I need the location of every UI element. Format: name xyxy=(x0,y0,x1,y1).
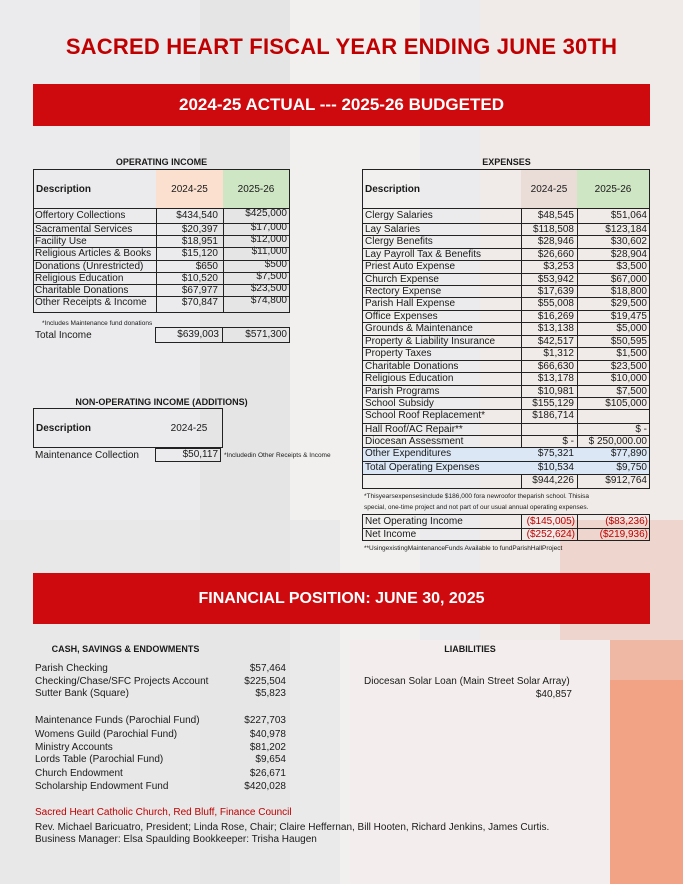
income-row-line xyxy=(33,260,290,261)
cash-row-value: $81,202 xyxy=(249,742,286,753)
expense-row-line xyxy=(362,397,650,398)
income-row-budget: $23,500 xyxy=(250,283,287,294)
expense-row-line xyxy=(362,423,650,424)
expense-row-line xyxy=(362,235,650,236)
income-row-actual: $70,847 xyxy=(181,297,218,308)
expense-row-line xyxy=(362,273,650,274)
total-income-box xyxy=(155,327,290,343)
expense-row-label: Clergy Benefits xyxy=(365,236,433,247)
expense-row-actual: $944,226 xyxy=(532,475,574,486)
expense-row-actual: $53,942 xyxy=(537,274,574,285)
financial-position-banner: FINANCIAL POSITION: JUNE 30, 2025 xyxy=(33,573,650,624)
expense-row-label: Parish Programs xyxy=(365,386,440,397)
expense-row-budget: $ 250,000.00 xyxy=(588,436,647,447)
expense-row-line xyxy=(362,461,650,462)
expense-row-budget: $123,184 xyxy=(605,224,647,235)
non-op-col-description: Description xyxy=(36,422,92,434)
expense-row-label: Office Expenses xyxy=(365,311,438,322)
income-row-budget: $12,000 xyxy=(250,234,287,245)
expense-row-label: Lay Payroll Tax & Benefits xyxy=(365,249,481,260)
solar-loan-value: $40,857 xyxy=(535,689,572,700)
expense-row-actual: $55,008 xyxy=(537,298,574,309)
cash-row-value: $26,671 xyxy=(249,768,286,779)
expense-row-budget: $28,904 xyxy=(610,249,647,260)
col-2024-25: 2024-25 xyxy=(156,170,223,208)
expense-row-line xyxy=(362,435,650,436)
expense-row-actual: $1,312 xyxy=(543,348,574,359)
expense-row-label: School Roof Replacement* xyxy=(365,410,486,421)
expense-row-budget: $7,500 xyxy=(616,386,647,397)
operating-income-header xyxy=(33,169,290,209)
maintenance-collection-label: Maintenance Collection xyxy=(35,450,139,461)
expense-row-budget: $912,764 xyxy=(605,475,647,486)
expense-row-budget: $29,500 xyxy=(610,298,647,309)
total-income-label: Total Income xyxy=(35,330,92,341)
non-operating-header xyxy=(33,408,223,448)
expense-row-budget: $5,000 xyxy=(616,323,647,334)
expense-row-label: Priest Auto Expense xyxy=(365,261,456,272)
income-row-line xyxy=(33,296,290,297)
expense-row-label: Charitable Donations xyxy=(365,361,459,372)
cash-row-value: $227,703 xyxy=(244,715,286,726)
expense-row-budget: $3,500 xyxy=(616,261,647,272)
expense-row-budget: $50,595 xyxy=(610,336,647,347)
expense-row-line xyxy=(362,474,650,475)
expense-note-3: **UsingexistingMaintenanceFunds Available to fundParishHallProject xyxy=(364,545,563,552)
income-row-line xyxy=(33,247,290,248)
net-operating-budget: ($83,236) xyxy=(605,516,648,527)
income-row-label: Facility Use xyxy=(35,236,87,247)
net-income-actual: ($252,624) xyxy=(526,529,575,540)
expense-row-label: School Subsidy xyxy=(365,398,434,409)
expense-row-actual: $28,946 xyxy=(537,236,574,247)
expense-row-label: Other Expenditures xyxy=(365,448,452,459)
expense-row-line xyxy=(362,260,650,261)
non-operating-heading: NON-OPERATING INCOME (ADDITIONS) xyxy=(75,397,248,407)
expense-row-actual: $13,178 xyxy=(537,373,574,384)
income-row-actual: $15,120 xyxy=(181,248,218,259)
cash-row-value: $225,504 xyxy=(244,676,286,687)
expense-row-label: Grounds & Maintenance xyxy=(365,323,473,334)
expense-row-actual: $66,630 xyxy=(537,361,574,372)
expense-row-line xyxy=(362,447,650,448)
expense-row-budget: $1,500 xyxy=(616,348,647,359)
expense-row-line xyxy=(362,409,650,410)
expense-row-budget: $19,475 xyxy=(610,311,647,322)
expense-row-label: Diocesan Assessment xyxy=(365,436,464,447)
cash-row-value: $40,978 xyxy=(249,729,286,740)
cash-heading: CASH, SAVINGS & ENDOWMENTS xyxy=(51,644,200,654)
maintenance-collection-note: *Includedin Other Receipts & Income xyxy=(224,452,331,459)
income-row-line xyxy=(33,284,290,285)
income-row-label: Charitable Donations xyxy=(35,285,129,296)
income-row-budget: $500 xyxy=(264,259,287,270)
income-row-actual: $20,397 xyxy=(181,224,218,235)
net-income-label: Net Income xyxy=(365,529,417,540)
staff-line: Business Manager: Elsa Spaulding Bookkeeper: Trisha Haugen xyxy=(35,834,317,845)
income-row-budget: $74,800 xyxy=(250,295,287,306)
expense-row-label: Property & Liability Insurance xyxy=(365,336,496,347)
income-row-budget: $7,500 xyxy=(256,271,287,282)
expense-row-line xyxy=(362,285,650,286)
expense-row-line xyxy=(362,248,650,249)
expense-row-line xyxy=(362,297,650,298)
expense-row-actual: $186,714 xyxy=(532,410,574,421)
expense-note-1: *Thisyearsexpensesinclude $186,000 fora newroofor theparish school. Thisisa xyxy=(364,493,589,500)
cash-row-label: Sutter Bank (Square) xyxy=(35,688,129,699)
expense-row-label: Parish Hall Expense xyxy=(365,298,456,309)
exp-col-description: Description xyxy=(365,183,421,195)
expense-row-label: Lay Salaries xyxy=(365,224,421,235)
cash-row-value: $420,028 xyxy=(244,781,286,792)
cash-row-value: $5,823 xyxy=(255,688,286,699)
maintenance-collection-value: $50,117 xyxy=(155,448,221,462)
expense-row-actual: $16,269 xyxy=(537,311,574,322)
page-title: SACRED HEART FISCAL YEAR ENDING JUNE 30TH xyxy=(65,34,618,59)
expense-row-label: Clergy Salaries xyxy=(365,210,433,221)
income-row-label: Religious Education xyxy=(35,273,124,284)
col-description: Description xyxy=(36,183,92,195)
solar-loan-label: Diocesan Solar Loan (Main Street Solar Array) xyxy=(364,676,570,687)
operating-income-heading: OPERATING INCOME xyxy=(115,157,208,167)
expense-row-line xyxy=(362,322,650,323)
income-row-budget: $11,000 xyxy=(251,246,287,257)
net-income-budget: ($219,936) xyxy=(599,529,648,540)
net-operating-actual: ($145,005) xyxy=(526,516,575,527)
cash-row-label: Lords Table (Parochial Fund) xyxy=(35,754,164,765)
expense-row-line xyxy=(362,385,650,386)
cash-row-label: Ministry Accounts xyxy=(35,742,113,753)
expense-row-actual: $42,517 xyxy=(537,336,574,347)
income-row-actual: $650 xyxy=(195,261,218,272)
income-row-actual: $18,951 xyxy=(181,236,218,247)
liabilities-heading: LIABILITIES xyxy=(444,644,496,654)
income-row-line xyxy=(33,235,290,236)
net-table xyxy=(362,514,650,541)
net-operating-label: Net Operating Income xyxy=(365,516,463,527)
income-row-line xyxy=(33,223,290,224)
expenses-header xyxy=(362,169,650,209)
total-income-actual: $639,003 xyxy=(177,329,219,340)
income-row-label: Donations (Unrestricted) xyxy=(35,261,144,272)
expense-row-line xyxy=(362,347,650,348)
exp-col-2025-26: 2025-26 xyxy=(577,170,649,208)
expense-row-actual: $13,138 xyxy=(537,323,574,334)
expense-row-label: Church Expense xyxy=(365,274,439,285)
income-row-actual: $434,540 xyxy=(176,210,218,221)
expense-row-actual: $10,981 xyxy=(537,386,574,397)
cash-row-label: Parish Checking xyxy=(35,663,108,674)
income-row-budget: $17,000 xyxy=(250,222,287,233)
expense-row-budget: $77,890 xyxy=(610,448,647,459)
expense-row-actual: $75,321 xyxy=(537,448,574,459)
income-row-label: Sacramental Services xyxy=(35,224,133,235)
period-banner: 2024-25 ACTUAL --- 2025-26 BUDGETED xyxy=(33,84,650,126)
expense-note-2: special, one-time project and not part of our usual annual operating expenses. xyxy=(364,504,589,511)
expense-row-budget: $30,602 xyxy=(610,236,647,247)
expense-row-budget: $51,064 xyxy=(610,210,647,221)
col-2025-26: 2025-26 xyxy=(223,170,289,208)
income-row-label: Other Receipts & Income xyxy=(35,297,147,308)
income-row-line xyxy=(33,272,290,273)
expense-row-line xyxy=(362,223,650,224)
income-row-label: Offertory Collections xyxy=(35,210,126,221)
cash-row-label: Womens Guild (Parochial Fund) xyxy=(35,729,178,740)
income-row-actual: $67,977 xyxy=(181,285,218,296)
expense-row-actual: $118,508 xyxy=(533,224,574,235)
total-income-budget: $571,300 xyxy=(245,329,287,340)
expense-row-actual: $26,660 xyxy=(537,249,574,260)
expense-row-label: Rectory Expense xyxy=(365,286,442,297)
council-members: Rev. Michael Baricuatro, President; Linda Rose, Chair; Claire Heffernan, Bill Hooten, Richard Jenkins, James Curtis. xyxy=(35,822,550,833)
expense-row-line xyxy=(362,372,650,373)
cash-row-value: $57,464 xyxy=(249,663,286,674)
cash-row-value: $9,654 xyxy=(255,754,286,765)
income-row-label: Religious Articles & Books xyxy=(35,248,152,259)
cash-row-label: Maintenance Funds (Parochial Fund) xyxy=(35,715,200,726)
expense-row-budget: $18,800 xyxy=(610,286,647,297)
expense-row-label: Property Taxes xyxy=(365,348,432,359)
council-title: Sacred Heart Catholic Church, Red Bluff, Finance Council xyxy=(35,807,292,818)
expense-row-label: Total Operating Expenses xyxy=(365,462,480,473)
expense-row-budget: $9,750 xyxy=(616,462,647,473)
expense-row-line xyxy=(362,360,650,361)
income-row-actual: $10,520 xyxy=(181,273,218,284)
maintenance-note: *Includes Maintenance fund donations xyxy=(42,320,153,327)
cash-row-label: Church Endowment xyxy=(35,768,123,779)
cash-row-label: Checking/Chase/SFC Projects Account xyxy=(35,676,209,687)
expense-row-budget: $67,000 xyxy=(610,274,647,285)
expense-row-line xyxy=(362,335,650,336)
expense-row-budget: $23,500 xyxy=(610,361,647,372)
expense-row-actual: $155,129 xyxy=(532,398,574,409)
expense-row-actual: $ - xyxy=(562,436,574,447)
expense-row-budget: $105,000 xyxy=(605,398,647,409)
expense-row-label: Religious Education xyxy=(365,373,454,384)
expenses-heading: EXPENSES xyxy=(482,157,531,167)
exp-col-2024-25: 2024-25 xyxy=(521,170,577,208)
expense-row-budget: $ - xyxy=(635,424,647,435)
expense-row-actual: $10,534 xyxy=(537,462,574,473)
expense-row-label: Hall Roof/AC Repair** xyxy=(365,424,463,435)
cash-row-label: Scholarship Endowment Fund xyxy=(35,781,169,792)
expense-row-budget: $10,000 xyxy=(610,373,647,384)
expense-row-actual: $48,545 xyxy=(537,210,574,221)
expense-row-actual: $3,253 xyxy=(543,261,574,272)
expense-row-line xyxy=(362,310,650,311)
expense-row-actual: $17,639 xyxy=(537,286,574,297)
income-row-budget: $425,000 xyxy=(245,208,287,219)
non-op-col-2024-25: 2024-25 xyxy=(170,422,208,434)
